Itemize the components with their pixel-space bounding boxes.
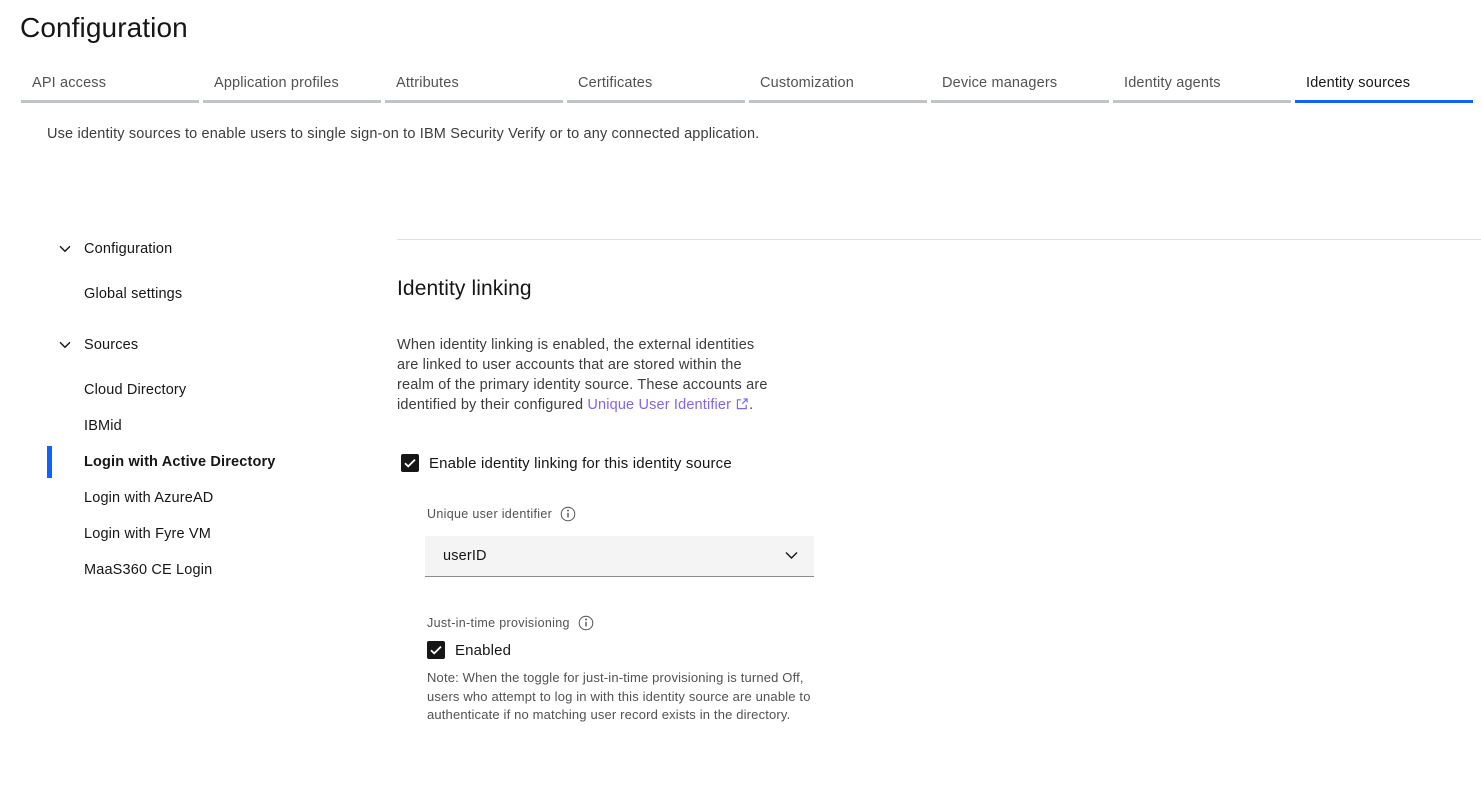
- page-title: Configuration: [20, 12, 188, 43]
- jit-note-text: Note: When the toggle for just-in-time provisioning is turned Off, users who attempt to log in with this identity source are unable to authenticate if no matching user record exists in the directory.: [427, 670, 811, 722]
- tab-identity-agents[interactable]: Identity agents: [1113, 66, 1291, 103]
- enable-identity-linking-label: Enable identity linking for this identity source: [429, 454, 732, 472]
- tree-item-login-with-azuread[interactable]: [47, 480, 397, 516]
- enable-identity-linking-checkbox[interactable]: [401, 454, 419, 472]
- tree-item-cloud-directory[interactable]: [47, 372, 397, 408]
- dropdown-selected-value: userID: [443, 548, 487, 564]
- launch-icon[interactable]: [735, 397, 749, 417]
- tree-item-label: Login with Fyre VM: [84, 526, 211, 542]
- tab-customization[interactable]: Customization: [749, 66, 927, 103]
- unique-user-identifier-dropdown[interactable]: [425, 536, 814, 577]
- description-line: realm of the primary identity source. These accounts are: [397, 377, 768, 393]
- tree-item-label: Configuration: [84, 241, 173, 257]
- tree-item-configuration[interactable]: [47, 231, 397, 267]
- description-line: are linked to user accounts that are stored within the: [397, 357, 742, 373]
- tree-item-maas360-ce-login[interactable]: [47, 552, 397, 588]
- tree-item-label: Global settings: [84, 286, 183, 302]
- unique-user-identifier-link[interactable]: Unique User Identifier: [587, 397, 732, 413]
- chevron-down-icon: [59, 245, 71, 253]
- enable-identity-linking-row: [401, 454, 732, 472]
- page-description: Use identity sources to enable users to single sign-on to IBM Security Verify or to any connected application.: [47, 126, 760, 142]
- tab-attributes[interactable]: Attributes: [385, 66, 563, 103]
- tab-api-access[interactable]: API access: [21, 66, 199, 103]
- info-icon[interactable]: [560, 506, 576, 522]
- tree-item-global-settings[interactable]: [47, 276, 397, 312]
- tab-identity-sources[interactable]: Identity sources: [1295, 66, 1473, 103]
- tree-item-ibmid[interactable]: [47, 408, 397, 444]
- sources-tree: [47, 231, 397, 588]
- tree-item-label: Login with AzureAD: [84, 490, 214, 506]
- tree-item-label: Login with Active Directory: [84, 454, 276, 470]
- tree-item-label: Sources: [84, 337, 139, 353]
- jit-enabled-row: [427, 641, 511, 659]
- chevron-down-icon: [59, 341, 71, 349]
- chevron-down-icon: [785, 547, 798, 565]
- unique-user-identifier-field-label: Unique user identifier: [427, 506, 576, 522]
- tab-certificates[interactable]: Certificates: [567, 66, 745, 103]
- description-line: identified by their configured Unique User Identifier .: [397, 395, 837, 417]
- jit-enabled-label: Enabled: [455, 641, 512, 659]
- section-divider: [397, 239, 1481, 240]
- tree-item-label: IBMid: [84, 418, 122, 434]
- info-icon[interactable]: [578, 615, 594, 631]
- tab-bar: [21, 66, 1477, 103]
- jit-enabled-checkbox[interactable]: [427, 641, 445, 659]
- tab-device-managers[interactable]: Device managers: [931, 66, 1109, 103]
- identity-linking-panel: [397, 239, 1481, 785]
- tree-item-label: MaaS360 CE Login: [84, 562, 213, 578]
- tree-item-login-with-active-directory[interactable]: [47, 444, 397, 480]
- tab-application-profiles[interactable]: Application profiles: [203, 66, 381, 103]
- tree-item-login-with-fyre-vm[interactable]: [47, 516, 397, 552]
- tree-item-sources[interactable]: [47, 327, 397, 363]
- jit-provisioning-field-label: Just-in-time provisioning: [427, 615, 594, 631]
- tree-item-label: Cloud Directory: [84, 382, 187, 398]
- description-line: When identity linking is enabled, the external identities: [397, 337, 755, 353]
- identity-linking-description: [397, 335, 837, 417]
- section-heading: Identity linking: [397, 277, 532, 300]
